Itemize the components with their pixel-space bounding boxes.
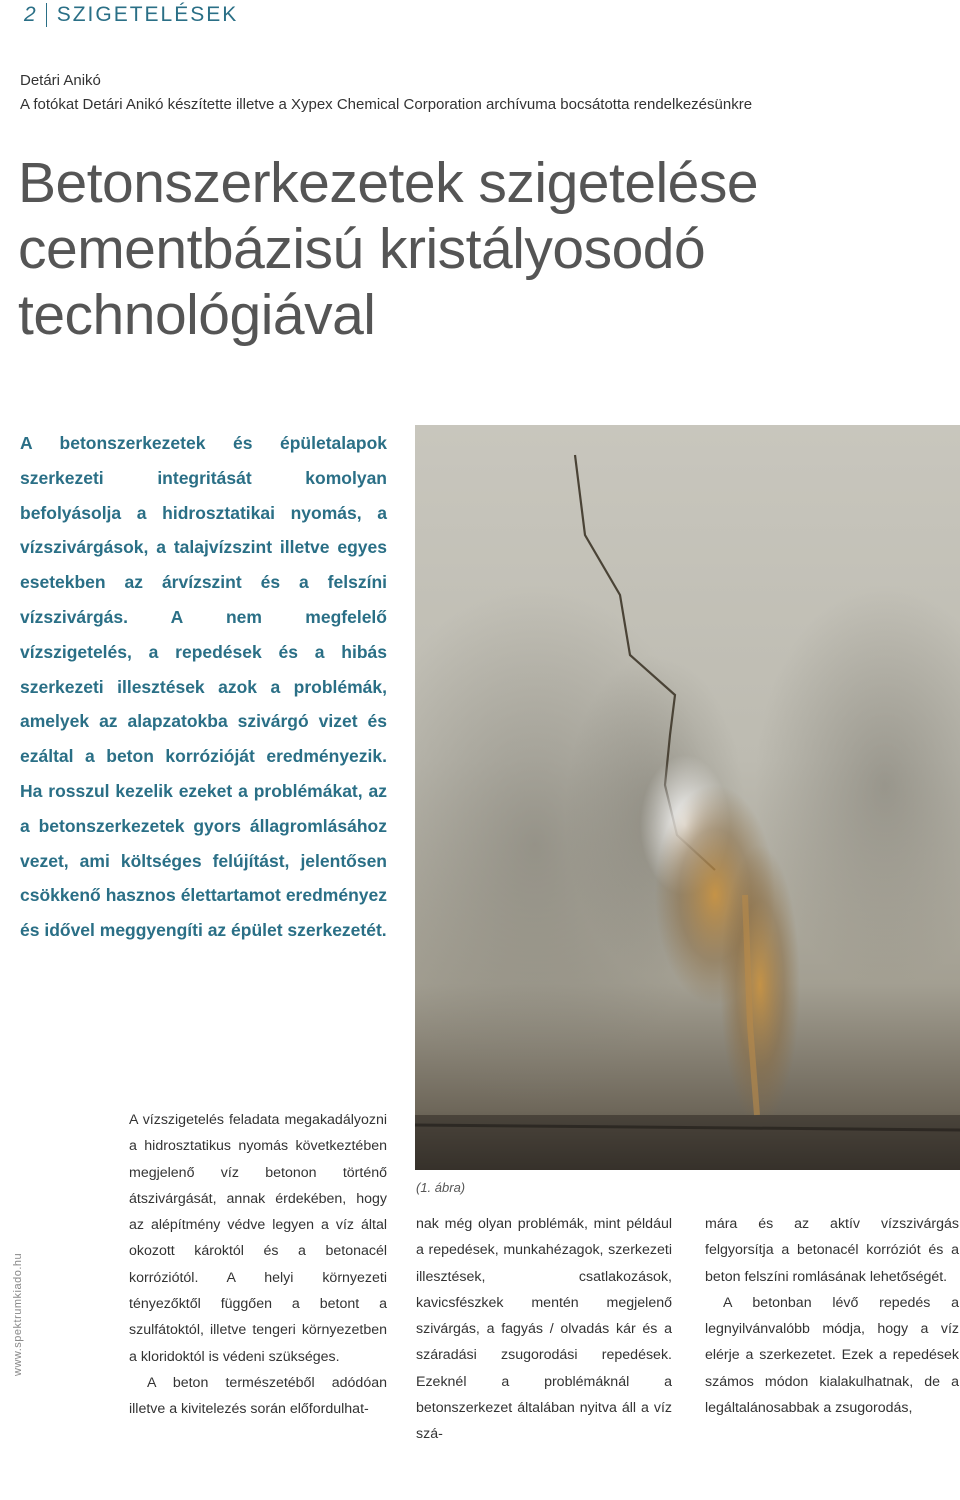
body-column-3 [705, 1211, 959, 1421]
title-line-2: cementbázisú kristályosodó [18, 217, 706, 281]
title-line-1: Betonszerkezetek szigetelése [18, 151, 759, 215]
page-number: 2 [24, 3, 36, 26]
paragraph: A vízszigetelés feladata megakadályozni a hidrosztatikus nyomás következtében megjelenő víz betonon történő átszivárgását, annak érdekében, hogy az alépítmény védve legyen a víz által okozott károktól és a betonacél korróziótól. A helyi környezeti tényezőktől függően a betont a szulfátoktól, illetve tengeri környezetben a kloridoktól is védeni szükséges. [129, 1112, 387, 1365]
section-title: SZIGETELÉSEK [56, 3, 239, 26]
author-name: Detári Anikó [20, 72, 101, 89]
paragraph: A beton természetéből adódóan illetve a kivitelezés során előfordulhat- [129, 1374, 387, 1418]
article-title [18, 150, 958, 348]
paragraph: mára és az aktív vízszivárgás felgyorsítja a betonacél korróziót és a beton felszíni romlásának lehetőségét. [705, 1216, 959, 1285]
concrete-crack-photo [415, 425, 960, 1170]
body-column-1 [129, 1107, 387, 1423]
page-header [24, 0, 238, 30]
paragraph: nak még olyan problémák, mint például a repedések, munkahézagok, szerkezeti illesztések, csatlakozások, kavicsfészkek mentén megjelenő szivárgás, a fagyás / olvadás kár és a száradási zsugorodási repedések. Ezeknél a problémáknál a betonszerkezet általában nyitva áll a víz szá- [416, 1216, 672, 1443]
website-url: www.spektrumkiado.hu [12, 1252, 24, 1376]
photo-caption: (1. ábra) [416, 1180, 466, 1195]
photo-illustration [415, 425, 960, 1170]
title-line-3: technológiával [18, 283, 376, 347]
paragraph: A betonban lévő repedés a legnyilvánvalóbb módja, hogy a víz elérje a szerkezetet. Ezek a repedések számos módon kialakulhatnak, de a legáltalánosabbak a zsugorodás, [705, 1294, 959, 1417]
header-divider [46, 3, 47, 27]
lead-paragraph: A betonszerkezetek és épületalapok szerkezeti integritását komolyan befolyásolja a hidrosztatikai nyomás, a vízszivárgások, a talajvízszint illetve egyes esetekben az árvízszint és a felszíni vízszivárgás. A nem megfelelő vízszigetelés, a repedések és a hibás szerkezeti illesztések azok a problémák, amelyek az alapzatokba szivárgó vizet és ezáltal a beton korrózióját eredményezik. Ha rosszul kezelik ezeket a problémákat, az a betonszerkezetek gyors állagromlásához vezet, ami költséges felújítást, jelentősen csökkenő hasznos élettartamot eredményez és idővel meggyengíti az épület szerkezetét. [20, 433, 387, 941]
photo-credits: A fotókat Detári Anikó készítette illetve a Xypex Chemical Corporation archívuma bocsátotta rendelkezésünkre [20, 96, 753, 113]
body-column-2 [416, 1211, 672, 1448]
